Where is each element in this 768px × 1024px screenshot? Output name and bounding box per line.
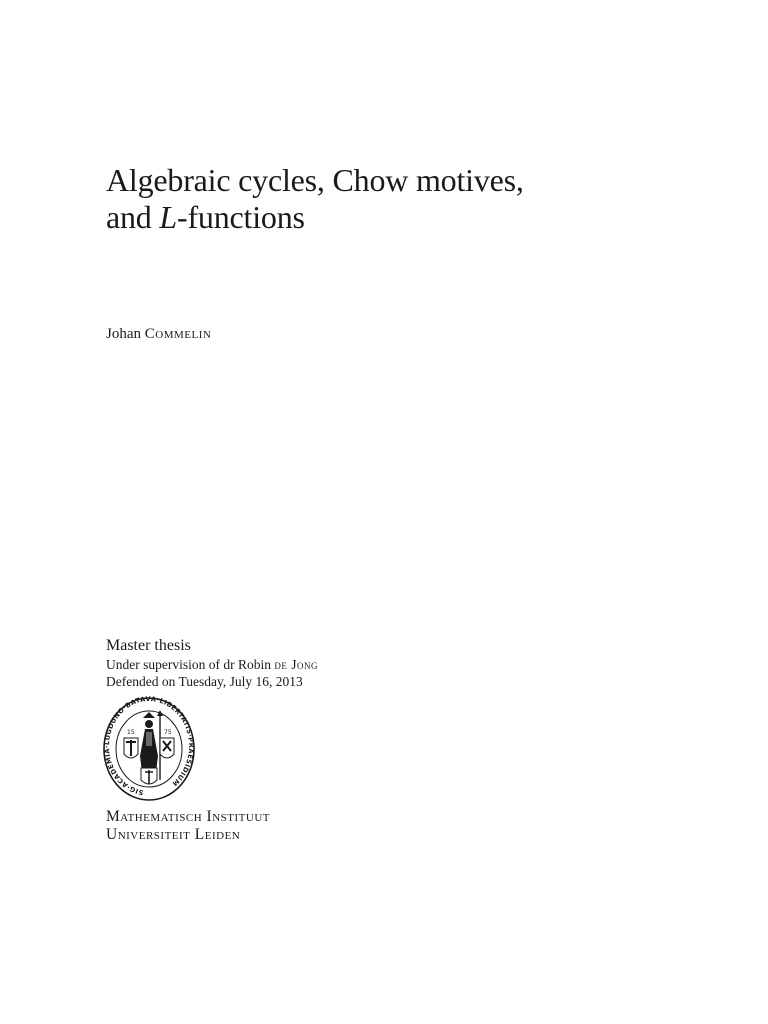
thesis-defense-date: Defended on Tuesday, July 16, 2013 — [106, 674, 303, 689]
thesis-supervision — [106, 656, 318, 673]
supervisor-surname: de Jong — [274, 657, 318, 672]
university-name: Universiteit Leiden — [106, 826, 241, 843]
author-name — [106, 326, 211, 343]
author-last-name: Commelin — [144, 326, 212, 342]
title-line-2-suffix: -functions — [177, 199, 305, 235]
title-line-2-prefix: and — [106, 199, 160, 235]
author-first-name: Johan — [106, 326, 141, 342]
title-line-2-italic: L — [159, 199, 178, 235]
institute-name: Mathematisch Instituut — [106, 808, 270, 825]
institute-block — [106, 808, 270, 844]
university-seal-icon — [102, 696, 196, 802]
supervision-prefix: Under supervision of dr Robin — [106, 657, 275, 672]
seal-year-left: 15 — [127, 729, 135, 736]
seal-motto: SIG·ACADEMIA·LUGDUNO·BATAVA·LIBERTATIS·PRAESIDIUM — [103, 696, 196, 797]
thesis-type: Master thesis — [106, 637, 191, 654]
thesis-info — [106, 636, 318, 690]
seal-year-right: 75 — [164, 729, 172, 736]
thesis-title — [106, 162, 706, 236]
title-line-1: Algebraic cycles, Chow motives, — [106, 162, 524, 198]
